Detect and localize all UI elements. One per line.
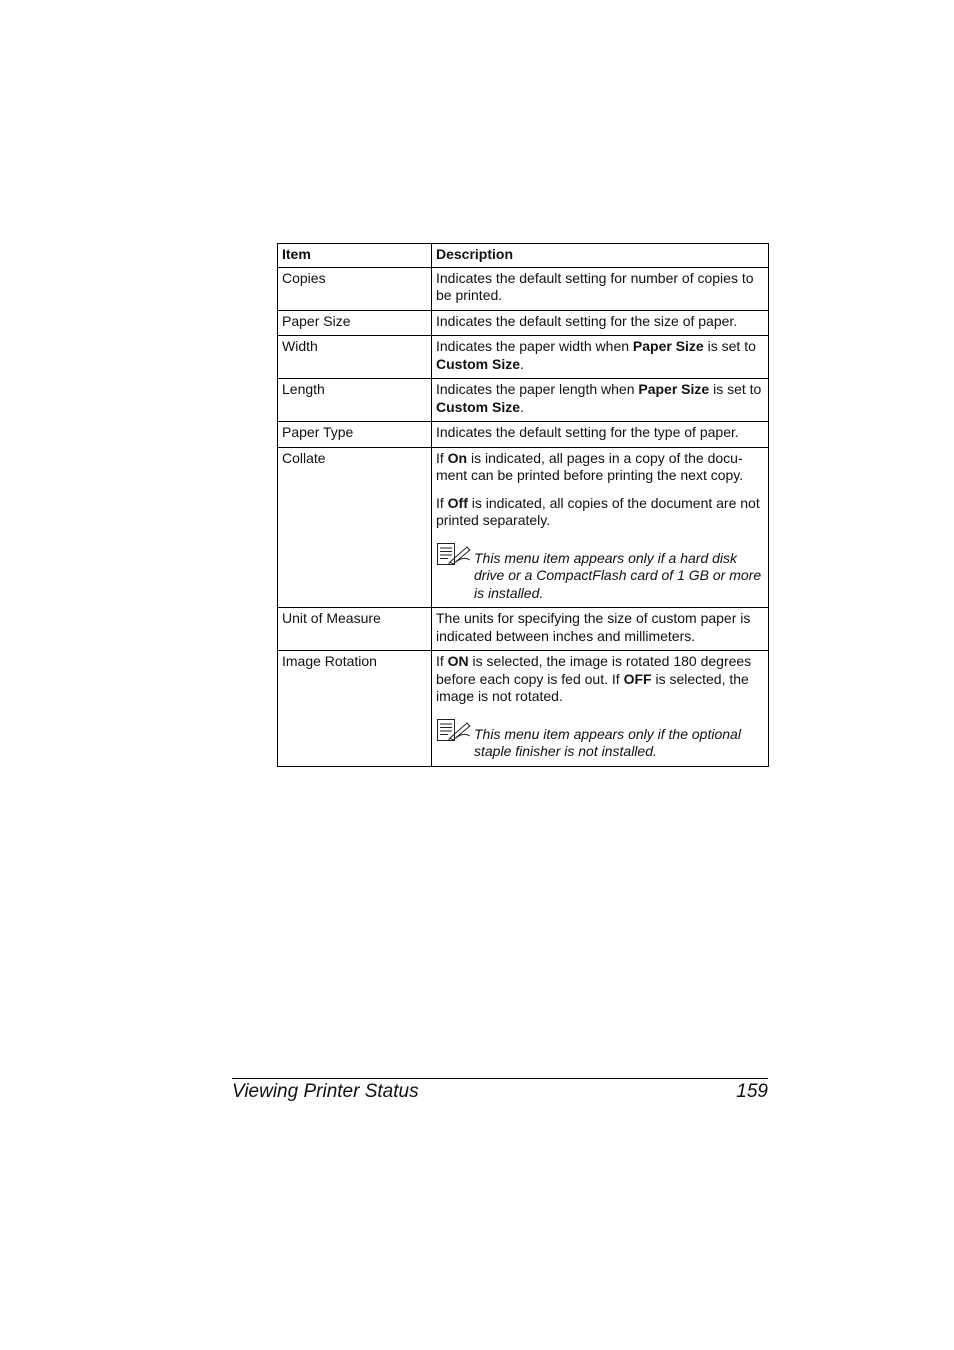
text-run: is selected, the image is not rotated. [436,670,749,704]
bold-term: Paper Size [638,381,710,397]
page-number: 159 [736,1081,768,1102]
note [436,540,764,603]
description-paragraph [436,495,764,530]
item-cell: Unit of Measure [278,608,432,651]
bold-term: OFF [623,670,652,687]
table-row [278,379,769,422]
text-run: is indicated, all copies of the document are not printed separately. [436,494,760,528]
text-run: If [436,449,448,466]
bold-term: On [447,449,468,466]
footer-title: Viewing Printer Status [232,1081,419,1102]
description-paragraph [436,424,764,442]
text-run: is indicated, all pages in a copy of the docu-ment can be printed before printing the next copy. [436,449,744,483]
table-header-row [278,244,769,268]
text-run: If [436,653,448,669]
text-run: If [436,494,448,511]
text-run: Indicates the default setting for the type of paper. [436,424,739,440]
text-run: . [520,355,524,372]
description-cell [432,379,769,422]
bold-term: ON [447,653,469,669]
item-cell: Paper Type [278,422,432,448]
text-run: Indicates the default setting for number of copies to be printed. [436,269,754,303]
note [436,716,764,761]
description-paragraph [436,653,764,706]
menu-settings-table [277,243,769,767]
table-row [278,608,769,651]
description-cell [432,651,769,767]
item-cell: Collate [278,447,432,608]
item-cell: Width [278,336,432,379]
description-paragraph [436,450,764,485]
text-run: Indicates the paper length when [436,381,639,397]
text-run: Indicates the paper width when [436,338,633,354]
note-text: This menu item appears only if the optional staple finisher is not installed. [474,725,741,759]
bold-term: Custom Size [436,398,521,415]
description-cell [432,422,769,448]
description-cell [432,336,769,379]
description-paragraph [436,610,764,645]
table-row [278,336,769,379]
item-cell: Length [278,379,432,422]
note-pencil-icon [436,718,474,742]
text-run: is set to [709,381,762,397]
description-cell [432,267,769,310]
description-cell [432,608,769,651]
table-row [278,267,769,310]
text-run: The units for specifying the size of custom paper is indicated between inches and millimeters. [436,610,751,644]
note-text: This menu item appears only if a hard disk drive or a CompactFlash card of 1 GB or more is installed. [474,549,762,601]
description-paragraph [436,381,764,416]
description-cell [432,310,769,336]
item-cell: Paper Size [278,310,432,336]
text-run: . [520,398,524,415]
text-run: is set to [703,338,756,354]
footer-rule [232,1078,768,1079]
table-row [278,422,769,448]
bold-term: Off [447,494,468,511]
text-run: Indicates the default setting for the size of paper. [436,312,738,329]
item-cell: Copies [278,267,432,310]
table-row [278,310,769,336]
bold-term: Custom Size [436,355,521,372]
header-description: Description [432,244,769,268]
description-cell [432,447,769,608]
description-paragraph [436,313,764,331]
table-row [278,651,769,767]
description-paragraph [436,338,764,373]
note-pencil-icon [436,542,474,566]
table-row [278,447,769,608]
text-run: is selected, the image is rotated 180 degrees before each copy is fed out. If [436,653,752,687]
bold-term: Paper Size [632,338,704,354]
header-item: Item [278,244,432,268]
description-paragraph [436,270,764,305]
item-cell: Image Rotation [278,651,432,767]
